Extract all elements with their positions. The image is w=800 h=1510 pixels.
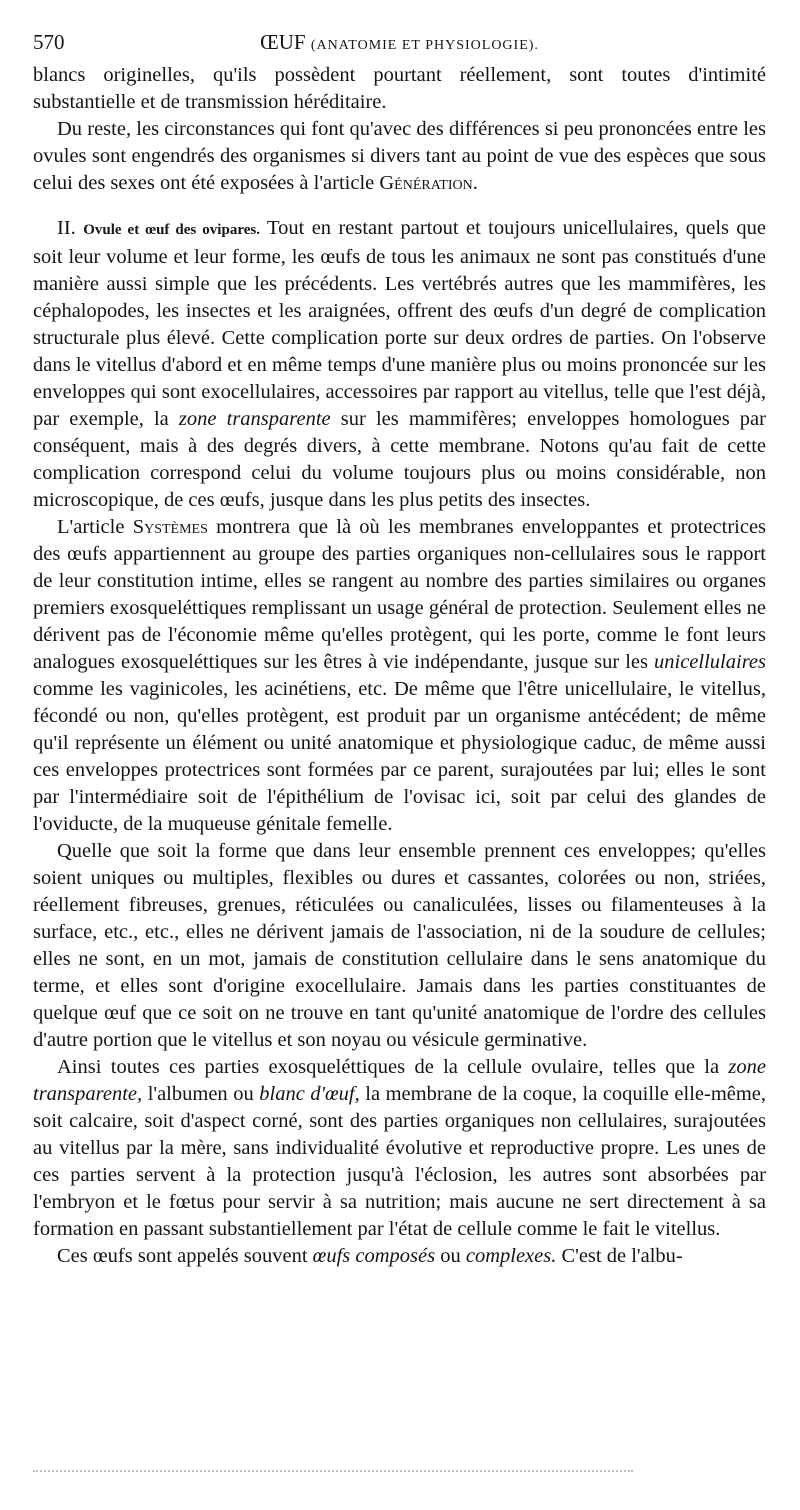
footer-rule bbox=[33, 1470, 633, 1472]
italic-term: unicellulaires bbox=[654, 651, 766, 673]
paragraph-enveloppes bbox=[33, 838, 766, 1054]
paragraph-text: C'est de l'albu- bbox=[561, 1245, 683, 1267]
paragraph-text: sur les mammifères; enveloppes homologues par conséquent, mais à des degrés divers, à cette membrane. Notons qu'au fait de cette complication correspond celui du volume toujours plus ou moins considérable, non microscopique, de ces œufs, jusque dans les plus petits des insectes. bbox=[33, 408, 766, 511]
paragraph-text: l'albumen ou bbox=[147, 1083, 254, 1105]
paragraph-text: Quelle que soit la forme que dans leur ensemble prennent ces enveloppes; qu'elles soient uniques ou multiples, flexibles ou dures et cassantes, colorées ou non, striées, réellement fibreuses, grenues, réticulées ou canaliculées, lisses ou filamenteuses à la surface, etc., etc., elles ne dérivent jamais de l'association, ni de la soudure de cellules; elles ne sont, en un mot, jamais de constitution cellulaire dans le sens anatomique du terme, et elles sont d'origine exocellulaire. Jamais dans les parties constituantes de quelque œuf que ce soit on ne trouve en tant qu'unité anatomique de l'ordre des cellules d'autre portion que le vitellus et son noyau ou vésicule germinative. bbox=[33, 840, 766, 1051]
paragraph-text: Ces œufs sont appelés souvent bbox=[57, 1245, 308, 1267]
paragraph-text: L'article bbox=[57, 516, 125, 538]
section-number: II. bbox=[57, 217, 76, 239]
italic-term: zone transparente bbox=[178, 408, 331, 430]
paragraph-text: la membrane de la coque, la coquille elle-même, soit calcaire, soit d'aspect corné, sont des parties organiques non cellulaires, surajoutées au vitellus par la mère, sans individualité évolutive et reproductive propre. Les unes de ces parties servent à la protection jusqu'à l'éclosion, les autres sont absorbées par l'embryon et le fœtus pour servir à sa nutrition; mais aucune ne sert directement à sa formation en passant substantiellement par l'état de cellule comme le fait le vitellus. bbox=[33, 1083, 767, 1240]
paragraph-text: Ainsi toutes ces parties exosqueléttiques de la cellule ovulaire, telles que la bbox=[57, 1056, 720, 1078]
paragraph-text: comme les vaginicoles, les acinétiens, etc. De même que l'être unicellulaire, le vitellus, fécondé ou non, qu'elles protègent, est produit par un organisme antécédent; de même qu'il représente un élément ou unité anatomique et physiologique caduc, de même aussi ces enveloppes protectrices sont formées par ce parent, surajoutées par lui; elles le sont par l'intermédiaire soit de l'épithélium de l'ovisac ici, soit par celui des glandes de l'oviducte, de la muqueuse génitale femelle. bbox=[33, 678, 766, 835]
paragraph-text: ou bbox=[440, 1245, 461, 1267]
running-title-main: ŒUF bbox=[260, 30, 306, 54]
paragraph-text: montrera que là où les membranes enveloppantes et protectrices des œufs appartiennent au groupe des parties organiques non-cellulaires sous le rapport de leur constitution intime, elles se rangent au nombre des parties similaires ou organes premiers exosqueléttiques remplissant un usage général de protection. Seulement elles ne dérivent pas de l'économie même qu'elles protègent, qui les porte, comme le font leurs analogues exosqueléttiques sur les êtres à vie indépendante, jusque sur les bbox=[33, 516, 767, 673]
paragraph-text: Tout en restant partout et toujours unicellulaires, quels que soit leur volume et leur forme, les œufs de tous les animaux ne sont pas constitués d'une manière aussi simple que les précédents. Les vertébrés autres que les mammifères, les céphalopodes, les insectes et les araignées, offrent des œufs d'un degré de complication structurale plus élevé. Cette complication porte sur deux ordres de parties. On l'observe dans le vitellus d'abord et en même temps d'une manière plus ou moins prononcée sur les enveloppes qui sont exocellulaires, accessoires par rapport au vitellus, telle que l'est déjà, par exemple, la bbox=[33, 217, 767, 430]
italic-term: complexes. bbox=[465, 1245, 557, 1267]
running-title bbox=[33, 30, 766, 55]
italic-term: zone transparente, bbox=[33, 1056, 766, 1105]
italic-term: œufs composés bbox=[312, 1245, 436, 1267]
italic-term: blanc d'œuf, bbox=[259, 1083, 360, 1105]
paragraph-parties-exosqueletiques bbox=[33, 1054, 766, 1243]
paragraph-oeufs-composes bbox=[33, 1243, 766, 1270]
running-head bbox=[33, 30, 766, 62]
paragraph-text: Du reste, les circonstances qui font qu'avec des différences si peu prononcées entre les ovules sont engendrés des organismes si divers tant au point de vue des espèces que sous celui des sexes ont été exposées à l'article bbox=[33, 118, 766, 194]
paragraph-continuation bbox=[33, 62, 766, 116]
paragraph-text: blancs originelles, qu'ils possèdent pourtant réellement, sont toutes d'intimité substantielle et de transmission héréditaire. bbox=[33, 64, 766, 113]
section-ovule-ovipares bbox=[33, 215, 766, 514]
paragraph-systemes bbox=[33, 514, 766, 838]
paragraph-generation bbox=[33, 116, 766, 197]
running-title-subtitle: (ANATOMIE ET PHYSIOLOGIE). bbox=[310, 38, 539, 53]
section-heading: Ovule et œuf des ovipares. bbox=[83, 222, 260, 238]
cross-reference: Systèmes bbox=[132, 516, 208, 538]
page-body bbox=[33, 30, 766, 1270]
cross-reference: Génération. bbox=[379, 172, 478, 194]
page-number: 570 bbox=[33, 30, 65, 54]
